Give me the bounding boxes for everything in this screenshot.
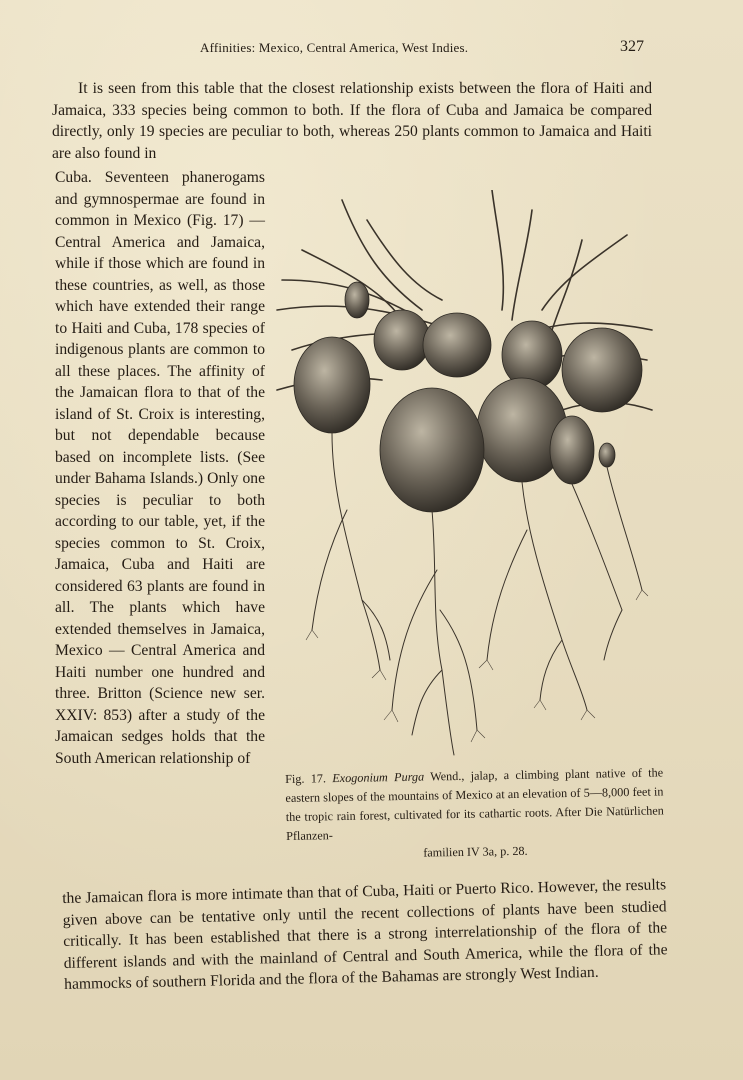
figure-caption: [285, 763, 665, 865]
intro-text: It is seen from this table that the closest relationship exists between the flora of Haiti and Jamaica, 333 species being common to both. If the flora of Cuba and Jamaica be compared directly, only 19 species are peculiar to both, whereas 250 plants common to Jamaica and Haiti are also found in: [52, 80, 652, 162]
left-column: [55, 167, 265, 769]
jalap-root-illustration: [272, 190, 656, 760]
figure-caption-main: Wend., jalap, a climbing plant native of the eastern slopes of the mountains of Mexico at an elevation of 5—8,000 feet in the tropic rain forest, cultivated for its cathartic roots. After Die Natürlichen Pflanzen-: [285, 765, 664, 843]
tail-text: the Jamaican flora is more intimate than that of Cuba, Haiti or Puerto Rico. However, the results given above can be tentative only until the recent collections of plants have been studied critically. It has been established that there is a strong interrelationship of the flora of the different islands and with the mainland of Central and South America, while the flora of the hammocks of southern Florida and the flora of the Bahamas are strongly West Indian.: [62, 876, 668, 993]
intro-paragraph: [52, 78, 652, 164]
column-text: Cuba. Seventeen phanerogams and gymnospermae are found in common in Mexico (Fig. 17) — Central America and Jamaica, while if those which are found in these countries, as well, as those which have extended their range to Haiti and Cuba, 178 species of indigenous plants are common to all these places. The affinity of the Jamaican flora to that of the island of St. Croix is interesting, but not dependable because based on incomplete lists. (See under Bahama Islands.) Only one species is peculiar to both according to our table, yet, if the species common to St. Croix, Jamaica, Cuba and Haiti are considered 63 plants are found in all. The plants which have extended themselves in Jamaica, Mexico — Central America and Haiti number one hundred and three. Britton (Science new ser. XXIV: 853) after a study of the Jamaican sedges holds that the South American relationship of: [55, 169, 265, 767]
page-number: 327: [620, 38, 644, 55]
figure-caption-last: familien IV 3a, p. 28.: [423, 843, 528, 860]
running-head: Affinities: Mexico, Central America, West Indies.: [200, 40, 469, 55]
figure-label: Fig. 17.: [285, 771, 327, 786]
closing-paragraph: [62, 874, 668, 995]
figure-species: Exogonium Purga: [332, 769, 425, 786]
